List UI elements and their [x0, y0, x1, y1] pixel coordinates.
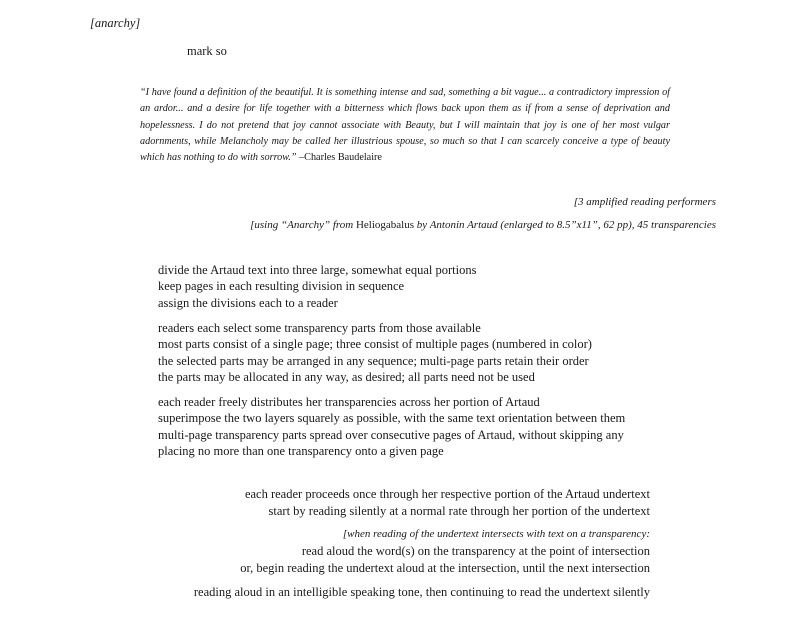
instruction-line: assign the divisions each to a reader — [158, 295, 338, 310]
instrumentation-line-1: [3 amplified reading performers — [573, 196, 716, 208]
instruction-line: each reader proceeds once through her respective portion of the Artaud undertext — [244, 487, 650, 501]
instruction-line: readers each select some transparency parts from those available — [158, 321, 481, 335]
piece-title: [anarchy] — [90, 16, 141, 30]
instruction-line: start by reading silently at a normal rate through her portion of the undertext — [268, 504, 650, 518]
instruction-line: superimpose the two layers squarely as possible, with the same text orientation between them — [158, 411, 626, 426]
instruction-section-3 — [158, 394, 625, 460]
epigraph — [140, 85, 670, 166]
epigraph-attribution: –Charles Baudelaire — [296, 152, 382, 164]
instruction-section-2 — [158, 320, 592, 386]
instruction-line: placing no more than one transparency onto a given page — [158, 444, 444, 459]
instruction-section-1 — [158, 262, 476, 311]
instruction-section-5 — [240, 526, 650, 577]
epigraph-quote: “I have found a definition of the beautiful. It is something intense and sad, something a bit vague... a contradictory impression of an ardor... and a desire for life together with a bitterness which flows back upon them as if from a sense of deprivation and hopelessness. I do not pretend that joy cannot associate with Beauty, but I will maintain that joy is one of her most vulgar adornments, while Melancholy may be called her illustrious spouse, so much so that I can scarcely conceive a type of beauty which has nothing to do with sorrow.” — [140, 87, 670, 164]
instrumentation-line-2 — [250, 219, 716, 231]
instruction-line: the parts may be allocated in any way, as desired; all parts need not be used — [158, 370, 535, 385]
instruction-line: multi-page transparency parts spread over consecutive pages of Artaud, without skipping any — [158, 427, 624, 442]
instruction-line: the selected parts may be arranged in any sequence; multi-page parts retain their order — [158, 353, 589, 368]
instruction-line: read aloud the word(s) on the transparency at the point of intersection — [301, 544, 650, 558]
instruction-line: most parts consist of a single page; three consist of multiple pages (numbered in color) — [158, 337, 592, 352]
section-heading: [when reading of the undertext intersects with text on a transparency: — [342, 528, 650, 540]
source-book-title: Heliogabalus — [355, 219, 415, 231]
source-prefix: [using “Anarchy” from — [250, 219, 356, 231]
instruction-section-4 — [245, 486, 650, 520]
instruction-line: or, begin reading the undertext aloud at the intersection, until the next intersection — [240, 561, 650, 575]
instruction-line: keep pages in each resulting division in sequence — [158, 279, 405, 294]
composer-name: mark so — [187, 44, 227, 58]
closing-instruction: reading aloud in an intelligible speaking tone, then continuing to read the undertext silently — [193, 585, 650, 599]
instruction-line: divide the Artaud text into three large, somewhat equal portions — [158, 263, 477, 277]
source-suffix: by Antonin Artaud (enlarged to 8.5”x11”, 62 pp), 45 transparencies — [414, 219, 716, 231]
instruction-line: each reader freely distributes her transparencies across her portion of Artaud — [158, 395, 540, 409]
